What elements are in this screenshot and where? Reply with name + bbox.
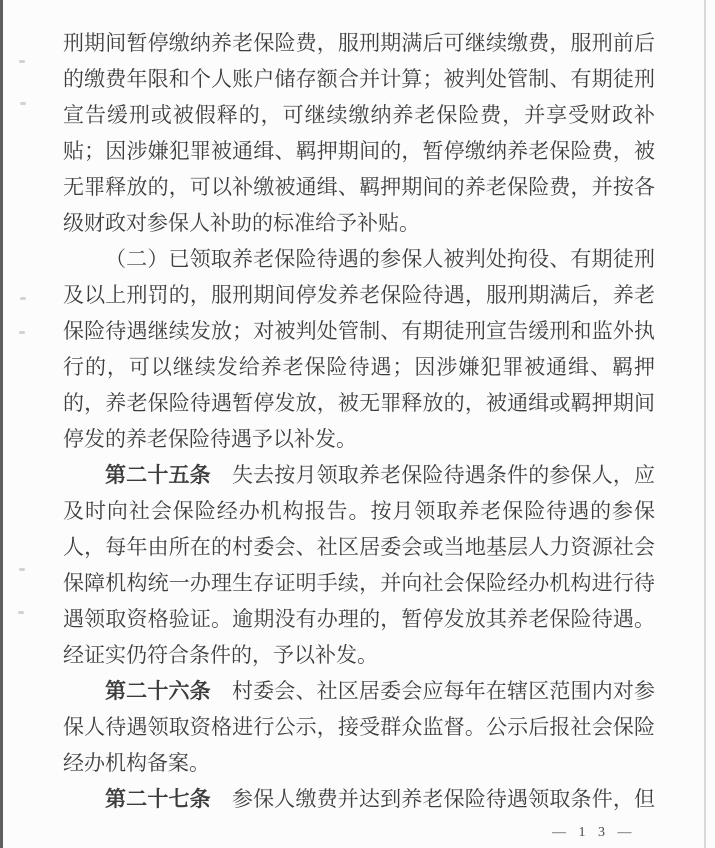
text-line [63, 781, 655, 817]
right-scan-edge [704, 0, 706, 848]
text-line: 的，养老保险待遇暂停发放，被无罪释放的，被通缉或羁押期间 [63, 391, 655, 415]
line-text: 参保人缴费并达到养老保险待遇领取条件，但 [210, 787, 655, 811]
text-line: 及以上刑罚的，服刑期间停发养老保险待遇，服刑期满后，养老 [63, 283, 655, 307]
text-line: 及时向社会保险经办机构报告。按月领取养老保险待遇的参保 [63, 499, 655, 523]
text-line: 遇领取资格验证。逾期没有办理的，暂停发放其养老保险待遇。 [63, 607, 655, 631]
scan-speck [20, 297, 26, 300]
document-text-block [63, 25, 655, 817]
text-line: 宣告缓刑或被假释的，可继续缴纳养老保险费，并享受财政补 [63, 103, 655, 127]
text-line: 贴；因涉嫌犯罪被通缉、羁押期间的，暂停缴纳养老保险费，被 [63, 139, 655, 163]
text-line: （二）已领取养老保险待遇的参保人被判处拘役、有期徒刑 [105, 247, 655, 271]
scan-speck [18, 611, 24, 614]
text-line: 经办机构备案。 [63, 751, 210, 775]
article-number: 第二十六条 [105, 679, 211, 703]
text-line [63, 457, 655, 493]
text-line [63, 673, 655, 709]
text-line: 无罪释放的，可以补缴被通缉、羁押期间的养老保险费，并按各 [63, 175, 655, 199]
line-text: 失去按月领取养老保险待遇条件的参保人，应 [210, 463, 655, 487]
text-line: 级财政对参保人补助的标准给予补贴。 [63, 211, 420, 235]
text-line: 保障机构统一办理生存证明手续，并向社会保险经办机构进行待 [63, 571, 655, 595]
text-line: 刑期间暂停缴纳养老保险费，服刑期满后可继续缴费，服刑前后 [63, 31, 655, 55]
text-line: 停发的养老保险待遇予以补发。 [63, 427, 357, 451]
scan-speck [19, 60, 25, 63]
scan-speck [20, 102, 26, 105]
scan-speck [19, 568, 25, 571]
text-line: 人，每年由所在的村委会、社区居委会或当地基层人力资源社会 [63, 535, 655, 559]
left-scan-edge [0, 0, 3, 848]
text-line: 保人待遇领取资格进行公示，接受群众监督。公示后报社会保险 [63, 715, 655, 739]
line-text: 村委会、社区居委会应每年在辖区范围内对参 [210, 679, 655, 703]
article-number: 第二十五条 [105, 463, 211, 487]
text-line: 的缴费年限和个人账户储存额合并计算；被判处管制、有期徒刑 [63, 67, 655, 91]
text-line: 行的，可以继续发给养老保险待遇；因涉嫌犯罪被通缉、羁押 [63, 355, 655, 379]
article-number: 第二十七条 [105, 787, 211, 811]
text-line: 保险待遇继续发放；对被判处管制、有期徒刑宣告缓刑和监外执 [63, 319, 655, 343]
page-number: — 1 3 — [552, 825, 635, 840]
scan-speck [19, 331, 25, 334]
text-line: 经证实仍符合条件的，予以补发。 [63, 643, 378, 667]
